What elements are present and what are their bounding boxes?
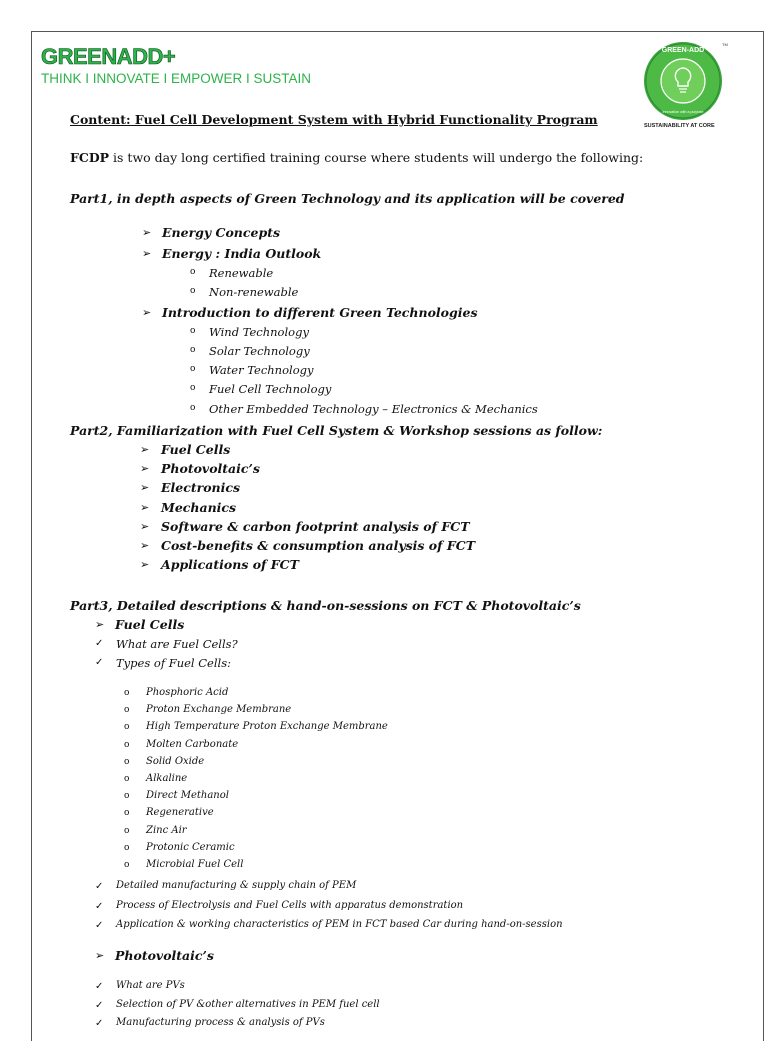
part1-subitem-label: Renewable (209, 266, 274, 280)
check-bullet-icon: ✓ (95, 1018, 104, 1029)
check-bullet-icon: ✓ (95, 638, 104, 649)
part1-subitem-label: Water Technology (209, 363, 314, 377)
check-bullet-icon: ✓ (95, 657, 104, 668)
arrow-bullet-icon: ➢ (95, 949, 105, 962)
circle-bullet-icon: o (124, 688, 130, 698)
brand-tagline: THINK I INNOVATE I EMPOWER I SUSTAIN (41, 71, 312, 86)
circle-bullet-icon: o (190, 383, 196, 393)
part1-subitem-label: Solar Technology (209, 344, 310, 358)
circle-bullet-icon: o (124, 722, 130, 733)
circle-bullet-icon: o (190, 364, 196, 374)
fuel-cell-type-label: Zinc Air (146, 824, 187, 836)
intro-paragraph (70, 150, 643, 165)
part3-fuel-detail-label: Application & working characteristics of PEM in FCT based Car during hand-on-session (116, 919, 563, 930)
part3-fuel-detail-label: Detailed manufacturing & supply chain of PEM (116, 880, 357, 891)
circle-bullet-icon: o (124, 791, 130, 802)
part1-subitem-label: Fuel Cell Technology (209, 382, 332, 396)
check-bullet-icon: ✓ (95, 900, 104, 912)
brand-name: GREENADD+ (41, 44, 176, 69)
part1-item-label: Energy : India Outlook (162, 246, 322, 261)
check-bullet-icon: ✓ (95, 920, 104, 931)
arrow-bullet-icon: ➢ (142, 306, 152, 319)
arrow-bullet-icon: ➢ (140, 481, 150, 495)
check-bullet-icon: ✓ (95, 999, 104, 1011)
arrow-bullet-icon: ➢ (140, 462, 150, 476)
part1-item-label: Introduction to different Green Technologies (162, 305, 478, 320)
circle-bullet-icon: o (124, 860, 130, 870)
circle-bullet-icon: o (124, 739, 130, 750)
arrow-bullet-icon: ➢ (140, 539, 150, 552)
arrow-bullet-icon: ➢ (140, 519, 150, 533)
part2-item-label: Cost-benefits & consumption analysis of FCT (161, 538, 476, 553)
circle-bullet-icon: o (124, 842, 130, 853)
fuel-cell-type-label: High Temperature Proton Exchange Membrane (146, 721, 388, 733)
arrow-bullet-icon: ➢ (95, 618, 105, 631)
circle-bullet-icon: o (190, 326, 196, 336)
intro-bold: FCDP (70, 150, 110, 165)
part3-heading: Part3, Detailed descriptions & hand-on-sessions on FCT & Photovoltaic’s (70, 598, 581, 613)
fuel-cell-type-label: Alkaline (146, 773, 188, 784)
fuel-cell-type-label: Proton Exchange Membrane (146, 704, 292, 716)
logo-caption: SUSTAINABILITY AT CORE (644, 123, 715, 129)
arrow-bullet-icon: ➢ (142, 226, 152, 239)
circle-bullet-icon: o (124, 756, 130, 767)
part2-item-label: Mechanics (161, 499, 237, 515)
part3-fuel-cells-label: Fuel Cells (115, 617, 185, 632)
page-title: Content: Fuel Cell Development System with Hybrid Functionality Program (70, 112, 598, 127)
arrow-bullet-icon: ➢ (140, 443, 150, 456)
part2-item-label: Software & carbon footprint analysis of FCT (161, 518, 470, 534)
arrow-bullet-icon: ➢ (140, 558, 150, 572)
part2-item-label: Photovoltaic’s (161, 461, 260, 477)
logo-ring-text: GREEN-ADD (661, 47, 705, 54)
part1-subitem-label: Other Embedded Technology – Electronics & Mechanics (209, 402, 538, 416)
logo-inner-text: Innovation with a purpose (662, 110, 704, 114)
part1-item-label: Energy Concepts (162, 225, 280, 240)
part1-subitem-label: Wind Technology (209, 325, 309, 339)
part2-item-label: Fuel Cells (161, 442, 231, 457)
circle-bullet-icon: o (190, 267, 196, 277)
fuel-cell-type-label: Molten Carbonate (146, 738, 239, 750)
circle-bullet-icon: o (124, 774, 130, 784)
check-bullet-icon: ✓ (95, 981, 104, 992)
fuel-cell-type-label: Protonic Ceramic (146, 841, 235, 853)
fuel-cell-type-label: Direct Methanol (146, 790, 229, 802)
fuel-cell-type-label: Microbial Fuel Cell (146, 859, 244, 870)
part3-fuel-check-label: Types of Fuel Cells: (116, 656, 231, 670)
part2-heading: Part2, Familiarization with Fuel Cell System & Workshop sessions as follow: (70, 423, 603, 438)
greenadd-logo (638, 40, 730, 122)
logo-tm: TM (722, 42, 728, 47)
circle-bullet-icon: o (124, 825, 130, 836)
circle-bullet-icon: o (190, 345, 196, 355)
check-bullet-icon: ✓ (95, 881, 104, 892)
circle-bullet-icon: o (190, 403, 196, 413)
part3-fuel-detail-label: Process of Electrolysis and Fuel Cells with apparatus demonstration (116, 899, 464, 911)
pv-check-label: Selection of PV &other alternatives in PEM fuel cell (116, 998, 380, 1010)
part2-item-label: Electronics (161, 480, 241, 496)
fuel-cell-type-label: Phosphoric Acid (146, 687, 229, 698)
fuel-cell-type-label: Solid Oxide (146, 755, 205, 767)
part1-subitem-label: Non-renewable (209, 285, 299, 299)
circle-bullet-icon: o (124, 808, 130, 819)
pv-check-label: Manufacturing process & analysis of PVs (116, 1017, 325, 1028)
part2-item-label: Applications of FCT (161, 557, 299, 573)
arrow-bullet-icon: ➢ (142, 247, 152, 260)
part1-heading: Part1, in depth aspects of Green Technology and its application will be covered (70, 191, 625, 206)
intro-text: is two day long certified training course where students will undergo the following: (109, 150, 644, 165)
circle-bullet-icon: o (190, 286, 196, 296)
fuel-cell-type-label: Regenerative (146, 807, 214, 819)
pv-check-label: What are PVs (116, 980, 185, 991)
arrow-bullet-icon: ➢ (140, 500, 150, 514)
part3-fuel-check-label: What are Fuel Cells? (116, 637, 238, 651)
part3-photovoltaics-label: Photovoltaic’s (115, 948, 214, 963)
circle-bullet-icon: o (124, 705, 130, 716)
